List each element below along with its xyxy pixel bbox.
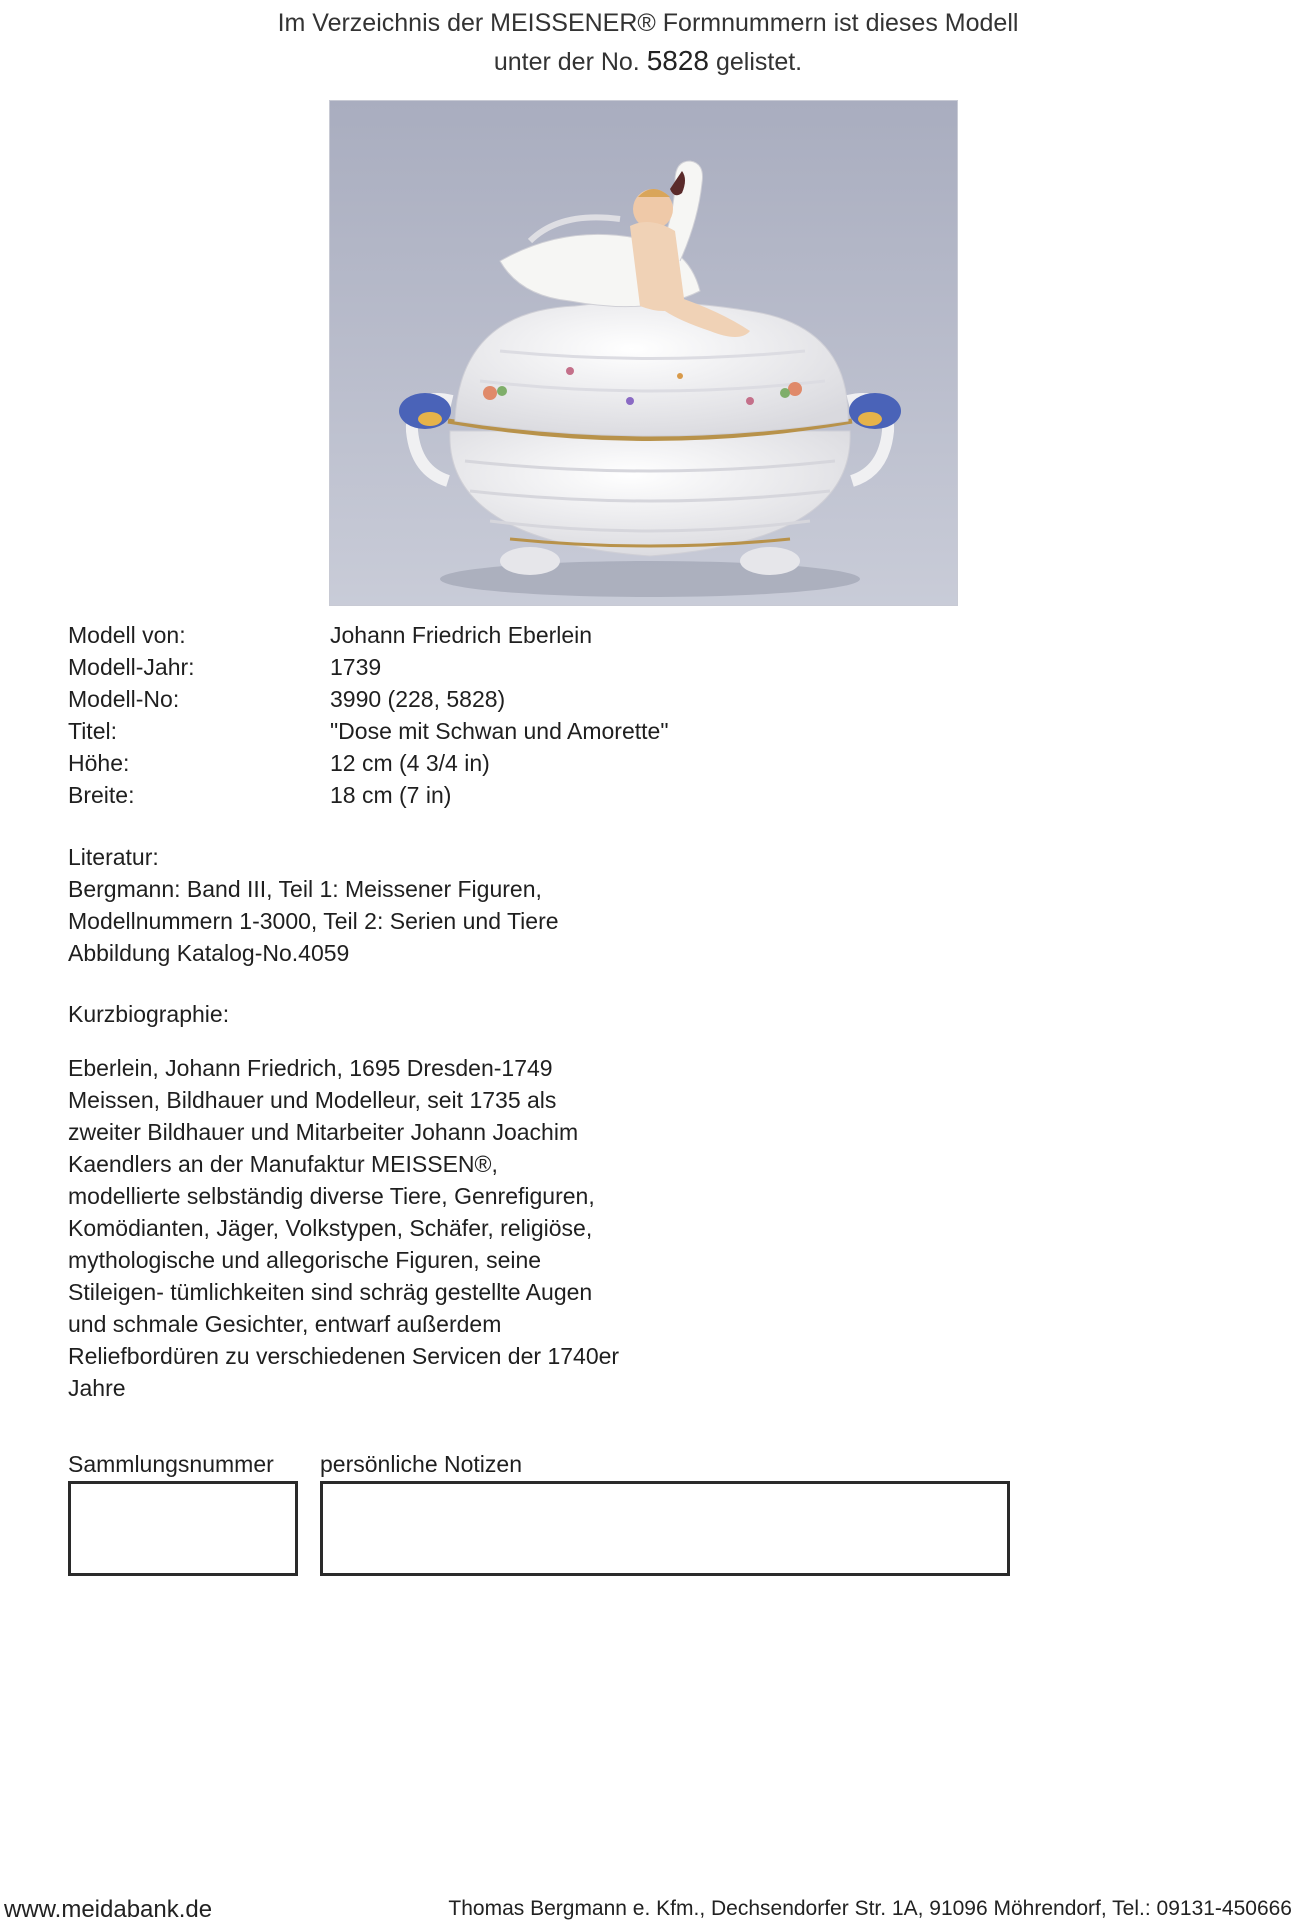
- personal-notes-label: persönliche Notizen: [320, 1451, 523, 1477]
- fact-label: Breite:: [68, 782, 135, 808]
- fact-value: 18 cm (7 in): [330, 782, 452, 808]
- biography-line: Stileigen- tümlichkeiten sind schräg gestellte Augen: [68, 1279, 593, 1305]
- biography-heading: Kurzbiographie:: [68, 1001, 230, 1027]
- fact-row-model-year: [68, 651, 868, 683]
- biography-line: Meissen, Bildhauer und Modelleur, seit 1735 als: [68, 1087, 557, 1113]
- fact-row-model-by: [68, 619, 868, 651]
- fact-row-height: [68, 747, 868, 779]
- header: [0, 4, 1296, 81]
- biography-line: zweiter Bildhauer und Mitarbeiter Johann Joachim: [68, 1119, 579, 1145]
- biography-line: und schmale Gesichter, entwarf außerdem: [68, 1311, 502, 1337]
- header-line-2: [0, 42, 1296, 81]
- fact-row-width: [68, 779, 868, 811]
- fact-label: Modell-Jahr:: [68, 654, 195, 680]
- fact-label: Modell von:: [68, 622, 186, 648]
- footer-address: Thomas Bergmann e. Kfm., Dechsendorfer Str. 1A, 91096 Möhrendorf, Tel.: 09131-450666: [448, 1897, 1292, 1920]
- product-photo: [329, 100, 958, 606]
- header-line-1: Im Verzeichnis der MEISSENER® Formnummern ist dieses Modell: [277, 9, 1019, 37]
- fact-value: 1739: [330, 654, 382, 680]
- porcelain-tureen-illustration: [330, 101, 958, 606]
- header-line-2-prefix: unter der No.: [493, 48, 640, 76]
- fact-row-model-no: [68, 683, 868, 715]
- collection-number-field[interactable]: [68, 1481, 298, 1576]
- literature-line: Abbildung Katalog-No.4059: [68, 940, 350, 966]
- fact-value: Johann Friedrich Eberlein: [330, 622, 593, 648]
- biography-text: [68, 1052, 688, 1404]
- fact-value: 3990 (228, 5828): [330, 686, 506, 712]
- collection-number-label: Sammlungsnummer: [68, 1451, 274, 1477]
- personal-notes-field[interactable]: [320, 1481, 1010, 1576]
- fact-label: Titel:: [68, 718, 117, 744]
- footer-website: www.meidabank.de: [4, 1896, 213, 1923]
- biography-line: Eberlein, Johann Friedrich, 1695 Dresden-1749: [68, 1055, 553, 1081]
- model-number: 5828: [646, 45, 710, 76]
- fact-row-title: [68, 715, 868, 747]
- model-facts: [68, 619, 868, 811]
- biography-line: Kaendlers an der Manufaktur MEISSEN®,: [68, 1151, 498, 1177]
- fact-label: Modell-No:: [68, 686, 180, 712]
- biography-line: Reliefbordüren zu verschiedenen Servicen der 1740er: [68, 1343, 620, 1369]
- literature-section: [68, 841, 688, 969]
- fact-label: Höhe:: [68, 750, 130, 776]
- header-line-2-suffix: gelistet.: [715, 48, 803, 76]
- literature-heading: Literatur:: [68, 844, 159, 870]
- biography-line: Komödianten, Jäger, Volkstypen, Schäfer, religiöse,: [68, 1215, 593, 1241]
- fact-value: 12 cm (4 3/4 in): [330, 750, 490, 776]
- literature-line: Bergmann: Band III, Teil 1: Meissener Figuren,: [68, 876, 542, 902]
- biography-line: modellierte selbständig diverse Tiere, Genrefiguren,: [68, 1183, 595, 1209]
- literature-line: Modellnummern 1-3000, Teil 2: Serien und Tiere: [68, 908, 559, 934]
- biography-line: mythologische und allegorische Figuren, seine: [68, 1247, 542, 1273]
- biography-line: Jahre: [68, 1375, 126, 1401]
- fact-value: "Dose mit Schwan und Amorette": [330, 718, 669, 744]
